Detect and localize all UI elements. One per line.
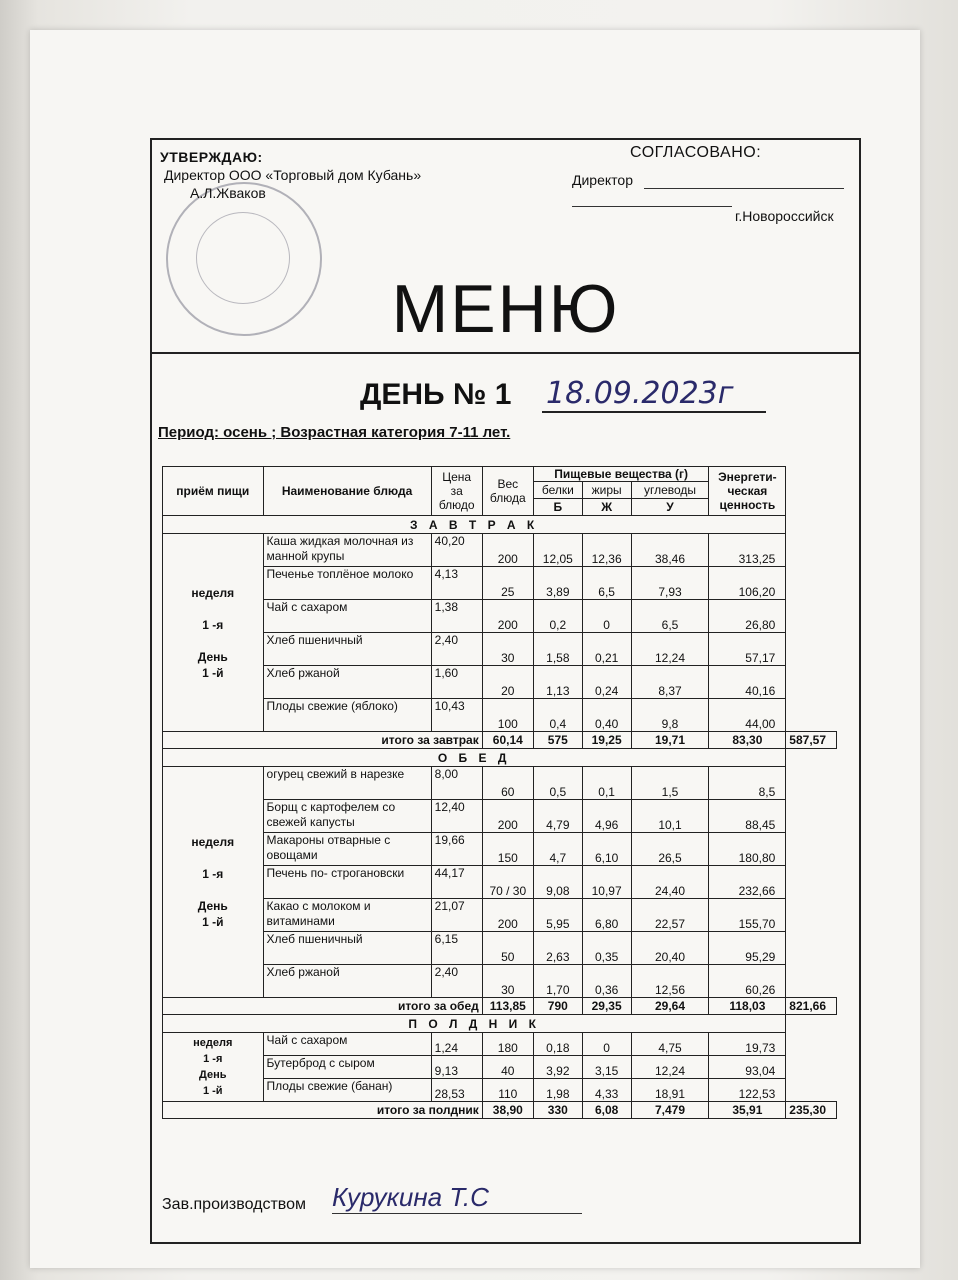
dish-price: 2,40 (431, 965, 482, 998)
energy: 106,20 (709, 567, 786, 600)
title-divider (152, 352, 859, 354)
dish-weight: 40 (482, 1056, 533, 1079)
dish-price: 6,15 (431, 932, 482, 965)
fats: 0,1 (582, 767, 631, 800)
energy: 19,73 (709, 1033, 786, 1056)
energy: 122,53 (709, 1079, 786, 1102)
table-row (163, 932, 837, 965)
dish-price: 8,00 (431, 767, 482, 800)
carbs: 12,24 (631, 633, 709, 666)
table-row (163, 800, 837, 833)
total-fats: 19,71 (631, 732, 709, 749)
proteins: 4,79 (533, 800, 582, 833)
proteins: 1,70 (533, 965, 582, 998)
fats: 3,15 (582, 1056, 631, 1079)
approve-heading: УТВЕРЖДАЮ: (160, 149, 263, 165)
fats: 12,36 (582, 534, 631, 567)
fats: 0,36 (582, 965, 631, 998)
dish-weight: 200 (482, 600, 533, 633)
dish-price: 1,38 (431, 600, 482, 633)
energy: 93,04 (709, 1056, 786, 1079)
dish-name: Бутерброд с сыром (263, 1056, 431, 1079)
proteins: 9,08 (533, 866, 582, 899)
dish-name: Плоды свежие (банан) (263, 1079, 431, 1102)
header-z: Ж (582, 499, 631, 516)
energy: 88,45 (709, 800, 786, 833)
total-label: итого за обед (163, 998, 483, 1015)
dish-weight: 30 (482, 965, 533, 998)
proteins: 3,92 (533, 1056, 582, 1079)
header-b: Б (533, 499, 582, 516)
header-fats: жиры (582, 482, 631, 499)
fats: 0,40 (582, 699, 631, 732)
proteins: 0,2 (533, 600, 582, 633)
energy: 155,70 (709, 899, 786, 932)
carbs: 12,56 (631, 965, 709, 998)
proteins: 1,13 (533, 666, 582, 699)
total-snack-row (163, 1102, 837, 1119)
table-row (163, 1056, 837, 1079)
dish-price: 44,17 (431, 866, 482, 899)
section-breakfast-title: З А В Т Р А К (163, 516, 786, 534)
table-row (163, 1079, 837, 1102)
energy: 40,16 (709, 666, 786, 699)
dish-weight: 100 (482, 699, 533, 732)
energy: 313,25 (709, 534, 786, 567)
dish-weight: 60 (482, 767, 533, 800)
energy: 180,80 (709, 833, 786, 866)
section-lunch-row (163, 749, 837, 767)
carbs: 18,91 (631, 1079, 709, 1102)
carbs: 10,1 (631, 800, 709, 833)
proteins: 0,18 (533, 1033, 582, 1056)
total-proteins: 29,35 (582, 998, 631, 1015)
dish-weight: 200 (482, 534, 533, 567)
energy: 57,17 (709, 633, 786, 666)
header-u: У (631, 499, 709, 516)
header-nutrients: Пищевые вещества (г) (533, 467, 709, 482)
section-breakfast-row (163, 516, 837, 534)
fats: 0,35 (582, 932, 631, 965)
carbs: 38,46 (631, 534, 709, 567)
carbs: 20,40 (631, 932, 709, 965)
table-row (163, 534, 837, 567)
dish-price: 4,13 (431, 567, 482, 600)
carbs: 22,57 (631, 899, 709, 932)
total-lunch-row (163, 998, 837, 1015)
total-weight: 330 (533, 1102, 582, 1119)
total-price: 38,90 (482, 1102, 533, 1119)
total-breakfast-row (163, 732, 837, 749)
dish-price: 10,43 (431, 699, 482, 732)
proteins: 0,5 (533, 767, 582, 800)
dish-weight: 180 (482, 1033, 533, 1056)
dish-weight: 20 (482, 666, 533, 699)
dish-name: Борщ с картофелем со свежей капусты (263, 800, 431, 833)
approve-position: Директор ООО «Торговый дом Кубань» (164, 167, 422, 183)
dish-name: Печенье топлёное молоко (263, 567, 431, 600)
header-dish-name: Наименование блюда (263, 467, 431, 516)
energy: 26,80 (709, 600, 786, 633)
dish-price: 19,66 (431, 833, 482, 866)
table-row (163, 1033, 837, 1056)
total-fats: 29,64 (631, 998, 709, 1015)
dish-weight: 25 (482, 567, 533, 600)
dish-weight: 200 (482, 899, 533, 932)
total-weight: 575 (533, 732, 582, 749)
fats: 0,21 (582, 633, 631, 666)
proteins: 4,7 (533, 833, 582, 866)
header-weight: Вес блюда (482, 467, 533, 516)
table-row (163, 833, 837, 866)
table-row (163, 600, 837, 633)
carbs: 24,40 (631, 866, 709, 899)
total-label: итого за завтрак (163, 732, 483, 749)
section-snack-row (163, 1015, 837, 1033)
total-label: итого за полдник (163, 1102, 483, 1119)
fats: 0,24 (582, 666, 631, 699)
footer (162, 1182, 489, 1214)
menu-document (150, 138, 861, 1244)
dish-price: 40,20 (431, 534, 482, 567)
header-carbs: углеводы (631, 482, 709, 499)
table-row (163, 965, 837, 998)
proteins: 2,63 (533, 932, 582, 965)
dish-weight: 70 / 30 (482, 866, 533, 899)
fats: 6,5 (582, 567, 631, 600)
header-proteins: белки (533, 482, 582, 499)
week-day-label: неделя 1 -я День 1 -й (163, 1033, 264, 1102)
table-row (163, 699, 837, 732)
fats: 6,80 (582, 899, 631, 932)
dish-price: 28,53 (431, 1079, 482, 1102)
fats: 0 (582, 600, 631, 633)
menu-table (162, 466, 837, 1119)
dish-name: Чай с сахаром (263, 600, 431, 633)
section-lunch-title: О Б Е Д (163, 749, 786, 767)
handwritten-date: 18.09.2023г (542, 376, 766, 413)
signature-line (644, 188, 844, 189)
fats: 0 (582, 1033, 631, 1056)
dish-weight: 50 (482, 932, 533, 965)
dish-name: Хлеб пшеничный (263, 633, 431, 666)
carbs: 6,5 (631, 600, 709, 633)
dish-weight: 110 (482, 1079, 533, 1102)
dish-name: Макароны отварные с овощами (263, 833, 431, 866)
agree-position: Директор (572, 172, 633, 188)
total-weight: 790 (533, 998, 582, 1015)
total-energy: 235,30 (786, 1102, 837, 1119)
dish-price: 1,60 (431, 666, 482, 699)
carbs: 1,5 (631, 767, 709, 800)
agree-city: г.Новороссийск (735, 208, 834, 224)
proteins: 0,4 (533, 699, 582, 732)
dish-weight: 150 (482, 833, 533, 866)
carbs: 8,37 (631, 666, 709, 699)
proteins: 1,98 (533, 1079, 582, 1102)
dish-price: 21,07 (431, 899, 482, 932)
header-energy: Энергети-ческая ценность (709, 467, 786, 516)
table-row (163, 666, 837, 699)
agree-heading: СОГЛАСОВАНО: (630, 144, 762, 161)
total-carbs: 118,03 (709, 998, 786, 1015)
footer-label: Зав.производством (162, 1196, 306, 1213)
dish-name: Хлеб ржаной (263, 666, 431, 699)
total-price: 60,14 (482, 732, 533, 749)
dish-name: Хлеб ржаной (263, 965, 431, 998)
carbs: 4,75 (631, 1033, 709, 1056)
table-row (163, 567, 837, 600)
dish-price: 9,13 (431, 1056, 482, 1079)
table-row (163, 899, 837, 932)
carbs: 26,5 (631, 833, 709, 866)
energy: 8,5 (709, 767, 786, 800)
dish-name: Хлеб пшеничный (263, 932, 431, 965)
fats: 10,97 (582, 866, 631, 899)
dish-name: Чай с сахаром (263, 1033, 431, 1056)
table-row (163, 633, 837, 666)
period-line: Период: осень ; Возрастная категория 7-11 лет. (158, 424, 511, 441)
header-price: Цена за блюдо (431, 467, 482, 516)
total-fats: 7,479 (631, 1102, 709, 1119)
handwritten-signature: Курукина Т.С (332, 1182, 582, 1214)
fats: 4,33 (582, 1079, 631, 1102)
header-meal: приём пищи (163, 467, 264, 516)
approve-name: А.Л.Жваков (190, 185, 266, 201)
proteins: 1,58 (533, 633, 582, 666)
energy: 44,00 (709, 699, 786, 732)
approval-block (160, 148, 421, 202)
total-proteins: 6,08 (582, 1102, 631, 1119)
fats: 6,10 (582, 833, 631, 866)
signature-line-2 (572, 206, 732, 207)
proteins: 5,95 (533, 899, 582, 932)
fats: 4,96 (582, 800, 631, 833)
week-day-label: неделя 1 -я День 1 -й (163, 534, 264, 732)
dish-weight: 30 (482, 633, 533, 666)
proteins: 12,05 (533, 534, 582, 567)
total-carbs: 35,91 (709, 1102, 786, 1119)
energy: 60,26 (709, 965, 786, 998)
section-snack-title: П О Л Д Н И К (163, 1015, 786, 1033)
total-proteins: 19,25 (582, 732, 631, 749)
day-number: ДЕНЬ № 1 (360, 378, 512, 411)
dish-name: Какао с молоком и витаминами (263, 899, 431, 932)
paper-sheet (30, 30, 920, 1268)
total-energy: 821,66 (786, 998, 837, 1015)
proteins: 3,89 (533, 567, 582, 600)
dish-weight: 200 (482, 800, 533, 833)
dish-name: Каша жидкая молочная из манной крупы (263, 534, 431, 567)
energy: 95,29 (709, 932, 786, 965)
total-energy: 587,57 (786, 732, 837, 749)
dish-name: Печень по- строгановски (263, 866, 431, 899)
table-row (163, 866, 837, 899)
dish-name: Плоды свежие (яблоко) (263, 699, 431, 732)
dish-name: огурец свежий в нарезке (263, 767, 431, 800)
total-carbs: 83,30 (709, 732, 786, 749)
total-price: 113,85 (482, 998, 533, 1015)
dish-price: 12,40 (431, 800, 482, 833)
page-title: МЕНЮ (391, 271, 620, 347)
carbs: 12,24 (631, 1056, 709, 1079)
table-row (163, 767, 837, 800)
dish-price: 2,40 (431, 633, 482, 666)
carbs: 9,8 (631, 699, 709, 732)
week-day-label: неделя 1 -я День 1 -й (163, 767, 264, 998)
carbs: 7,93 (631, 567, 709, 600)
energy: 232,66 (709, 866, 786, 899)
dish-price: 1,24 (431, 1033, 482, 1056)
